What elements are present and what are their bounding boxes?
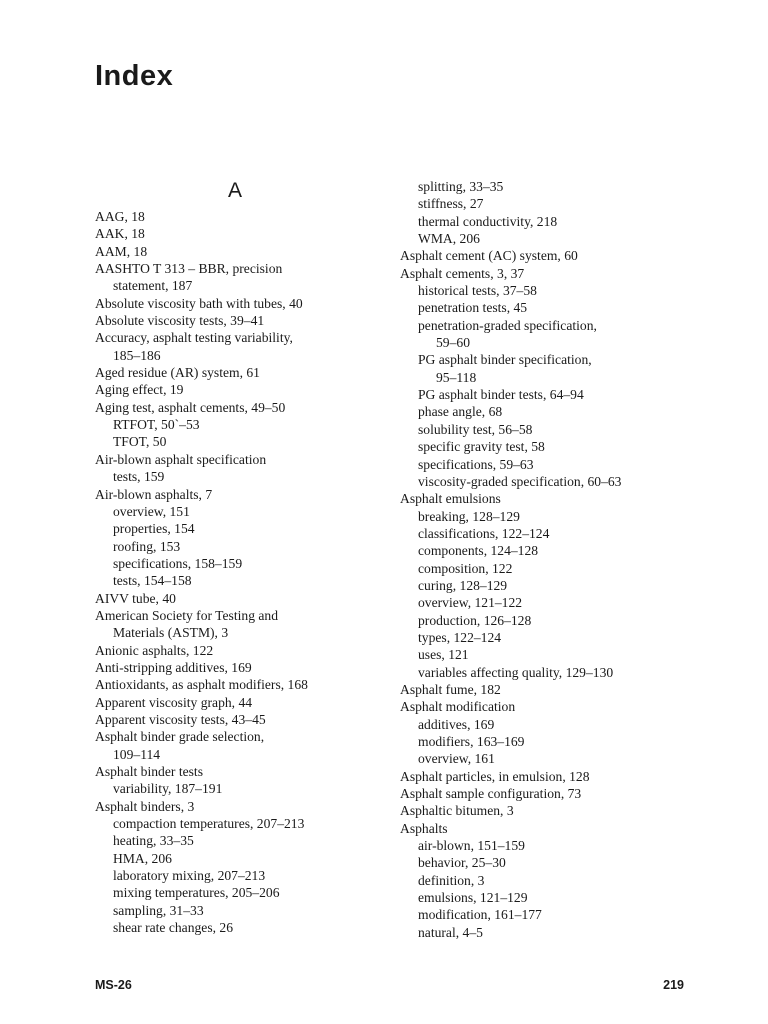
section-letter: A <box>227 179 242 202</box>
index-subentry: shear rate changes, 26 <box>113 920 234 936</box>
index-subentry: air-blown, 151–159 <box>418 838 525 854</box>
index-subentry: laboratory mixing, 207–213 <box>113 868 266 884</box>
index-subentry: classifications, 122–124 <box>418 525 550 541</box>
index-subentry: thermal conductivity, 218 <box>418 213 558 229</box>
index-subentry: components, 124–128 <box>418 543 539 559</box>
index-entry: Anti-stripping additives, 169 <box>95 659 252 675</box>
index-subentry: sampling, 31–33 <box>113 902 204 918</box>
index-subentry: modification, 161–177 <box>418 907 542 923</box>
index-subentry: specific gravity test, 58 <box>418 439 545 455</box>
left-entry-list <box>95 208 395 936</box>
index-entry: Asphalt cements, 3, 37 <box>400 265 525 281</box>
index-entry: Absolute viscosity tests, 39–41 <box>95 313 265 329</box>
index-subentry: historical tests, 37–58 <box>418 283 537 299</box>
index-entry: Absolute viscosity bath with tubes, 40 <box>95 295 303 311</box>
index-entry: Aged residue (AR) system, 61 <box>95 365 260 381</box>
page-title: Index <box>95 60 174 92</box>
index-entry: AAK, 18 <box>95 226 145 242</box>
index-subentry: curing, 128–129 <box>418 577 508 593</box>
index-entry-continuation: statement, 187 <box>113 278 193 294</box>
index-subentry: overview, 161 <box>418 751 495 767</box>
index-subentry: phase angle, 68 <box>418 404 503 420</box>
index-subentry: modifiers, 163–169 <box>418 734 525 749</box>
index-entry-continuation: 109–114 <box>113 746 161 762</box>
index-entry-continuation: 95–118 <box>436 369 477 385</box>
index-subentry: emulsions, 121–129 <box>418 890 528 906</box>
index-subentry: variability, 187–191 <box>113 781 223 797</box>
index-subentry: specifications, 158–159 <box>113 555 243 571</box>
index-entry: Anionic asphalts, 122 <box>95 642 214 658</box>
index-entry: Asphalt emulsions <box>400 491 501 507</box>
index-subentry: uses, 121 <box>418 647 469 663</box>
index-subentry: variables affecting quality, 129–130 <box>418 664 614 680</box>
index-subentry: definition, 3 <box>418 872 485 888</box>
index-subentry: production, 126–128 <box>418 612 532 628</box>
footer-book-code: MS-26 <box>95 978 132 992</box>
index-subentry: TFOT, 50 <box>113 434 167 450</box>
index-entry: AAG, 18 <box>95 209 145 224</box>
index-entry: American Society for Testing and <box>95 607 279 623</box>
right-entry-list <box>400 178 700 941</box>
index-column-right <box>400 178 700 941</box>
index-entry: Asphalt cement (AC) system, 60 <box>400 248 578 264</box>
index-entry: Asphaltic bitumen, 3 <box>400 803 514 819</box>
index-subentry: PG asphalt binder tests, 64–94 <box>418 387 584 403</box>
index-subentry: breaking, 128–129 <box>418 508 520 524</box>
index-entry: Air-blown asphalts, 7 <box>95 486 213 502</box>
footer-page-number: 219 <box>663 978 684 992</box>
index-entry: Asphalt modification <box>400 699 516 715</box>
index-subentry: properties, 154 <box>113 521 195 537</box>
index-entry: AAM, 18 <box>95 243 148 259</box>
index-subentry: tests, 154–158 <box>113 573 192 589</box>
index-subentry: types, 122–124 <box>418 629 502 645</box>
index-entry: Apparent viscosity tests, 43–45 <box>95 711 266 727</box>
index-entry: Asphalt binder grade selection, <box>95 729 265 745</box>
index-entry-continuation: 185–186 <box>113 347 161 363</box>
index-subentry: heating, 33–35 <box>113 833 194 849</box>
index-entry: Apparent viscosity graph, 44 <box>95 694 253 710</box>
index-subentry: roofing, 153 <box>113 538 181 554</box>
index-entry: Asphalt sample configuration, 73 <box>400 786 582 802</box>
index-entry-continuation: tests, 159 <box>113 469 165 485</box>
index-entry: Asphalt particles, in emulsion, 128 <box>400 768 590 784</box>
index-subentry: composition, 122 <box>418 560 513 576</box>
index-entry: Aging test, asphalt cements, 49–50 <box>95 399 286 415</box>
index-entry: Aging effect, 19 <box>95 382 184 398</box>
index-subentry: mixing temperatures, 205–206 <box>113 885 280 901</box>
index-entry: Asphalt binder tests <box>95 764 203 779</box>
index-entry: Accuracy, asphalt testing variability, <box>95 330 293 346</box>
index-entry-continuation: 59–60 <box>436 335 470 351</box>
index-subentry: HMA, 206 <box>113 850 172 866</box>
index-entry: Asphalt binders, 3 <box>95 798 195 814</box>
index-subentry: penetration tests, 45 <box>418 300 528 316</box>
index-subentry: solubility test, 56–58 <box>418 421 533 437</box>
index-subentry: PG asphalt binder specification, <box>418 352 592 368</box>
index-column-left <box>95 176 395 936</box>
index-subentry: splitting, 33–35 <box>418 179 504 194</box>
index-subentry: behavior, 25–30 <box>418 855 506 871</box>
index-entry: Asphalt fume, 182 <box>400 681 501 697</box>
index-subentry: overview, 151 <box>113 503 190 519</box>
index-subentry: natural, 4–5 <box>418 924 483 940</box>
index-subentry: viscosity-graded specification, 60–63 <box>418 473 622 489</box>
index-subentry: RTFOT, 50`–53 <box>113 417 200 433</box>
index-entry: Antioxidants, as asphalt modifiers, 168 <box>95 677 308 693</box>
index-subentry: compaction temperatures, 207–213 <box>113 816 305 832</box>
index-entry: AASHTO T 313 – BBR, precision <box>95 261 283 277</box>
index-subentry: additives, 169 <box>418 716 495 732</box>
index-entry: Asphalts <box>400 820 448 836</box>
index-subentry: stiffness, 27 <box>418 196 484 212</box>
index-subentry: specifications, 59–63 <box>418 456 534 472</box>
index-subentry: penetration-graded specification, <box>418 317 597 333</box>
index-subentry: overview, 121–122 <box>418 595 523 611</box>
index-entry: Air-blown asphalt specification <box>95 451 267 467</box>
index-subentry: WMA, 206 <box>418 231 480 247</box>
index-entry: AIVV tube, 40 <box>95 590 176 606</box>
index-entry-continuation: Materials (ASTM), 3 <box>113 625 229 641</box>
